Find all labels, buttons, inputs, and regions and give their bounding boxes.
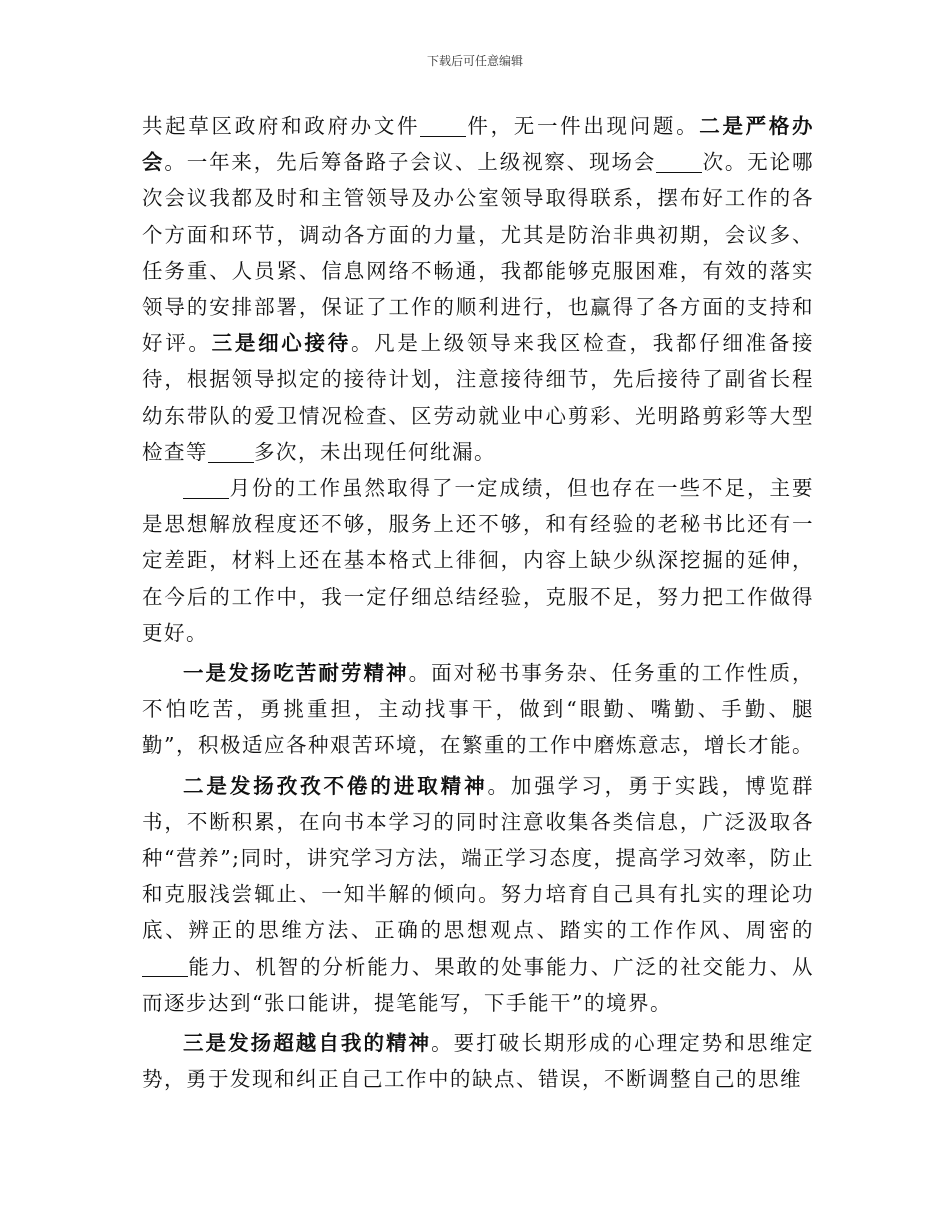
page-header: 下载后可任意编辑 — [426, 54, 523, 68]
bold-heading: 一是发扬吃苦耐劳精神 — [183, 661, 409, 686]
document-body — [142, 108, 814, 1097]
text-span: 。面对秘书事务杂、任务重的工作性质，不怕吃苦，勇挑重担，主动找事干，做到“眼勤、嘴勤、手勤、腿勤”，积极适应各种艰苦环境，在繁重的工作中磨炼意志，增长才能。 — [142, 661, 815, 758]
text-span: 多次，未出现任何纰漏。 — [254, 439, 496, 464]
fill-blank — [656, 151, 702, 173]
text-span: 。凡是上级领导来我区检查，我都仔细准备接待，根据领导拟定的接待计划，注意接待细节，先后接待了副省长程幼东带队的爱卫情况检查、区劳动就业中心剪彩、光明路剪彩等大型检查等 — [142, 331, 815, 464]
text-span: 月份的工作虽然取得了一定成绩，但也存在一些不足，主要是思想解放程度还不够，服务上还不够，和有经验的老秘书比还有一定差距，材料上还在基本格式上徘徊，内容上缺少纵深挖掘的延伸，在今后的工作中，我一定仔细总结经验，克服不足，努力把工作做得更好。 — [142, 476, 814, 645]
fill-blank — [183, 477, 229, 499]
fill-blank — [208, 441, 254, 463]
text-span: 能力、机智的分析能力、果敢的处事能力、广泛的社交能力、从而逐步达到“张口能讲，提笔能写，下手能干”的境界。 — [142, 954, 814, 1015]
paragraph-5 — [142, 1025, 814, 1097]
bold-heading: 三是发扬超越自我的精神 — [183, 1031, 432, 1056]
text-span: 共起草区政府和政府办文件 — [142, 114, 421, 138]
text-span: 次。无论哪次会议我都及时和主管领导及办公室领导取得联系，摆布好工作的各个方面和环节，调动各方面的力量，尤其是防治非典初期，会议多、任务重、人员紧、信息网络不畅通，我都能够克服困难，有效的落实领导的安排部署，保证了工作的顺利进行，也赢得了各方面的支持和好评。 — [142, 150, 815, 356]
bold-heading: 三是细心接待 — [211, 331, 351, 356]
paragraph-2 — [142, 470, 814, 651]
bold-heading: 二是严格办会 — [142, 114, 815, 175]
fill-blank — [142, 956, 188, 978]
paragraph-3 — [142, 655, 814, 764]
fill-blank — [420, 115, 466, 137]
paragraph-1 — [142, 108, 814, 470]
bold-heading: 二是发扬孜孜不倦的进取精神 — [183, 773, 488, 798]
text-span: 件，无一件出现问题。 — [466, 114, 700, 138]
paragraph-4 — [142, 768, 814, 1021]
text-span: 。加强学习，勇于实践，博览群书，不断积累，在向书本学习的同时注意收集各类信息，广泛汲取各种“营养”;同时，讲究学习方法，端正学习态度，提高学习效率，防止和克服浅尝辄止、一知半解的倾向。努力培育自己具有扎实的理论功底、辨正的思维方法、正确的思想观点、踏实的工作作风、周密的 — [142, 773, 814, 943]
text-span: 。要打破长期形成的心理定势和思维定势，勇于发现和纠正自己工作中的缺点、错误，不断调整自己的思维 — [142, 1031, 815, 1092]
text-span: 。一年来，先后筹备路子会议、上级视察、现场会 — [164, 150, 657, 175]
